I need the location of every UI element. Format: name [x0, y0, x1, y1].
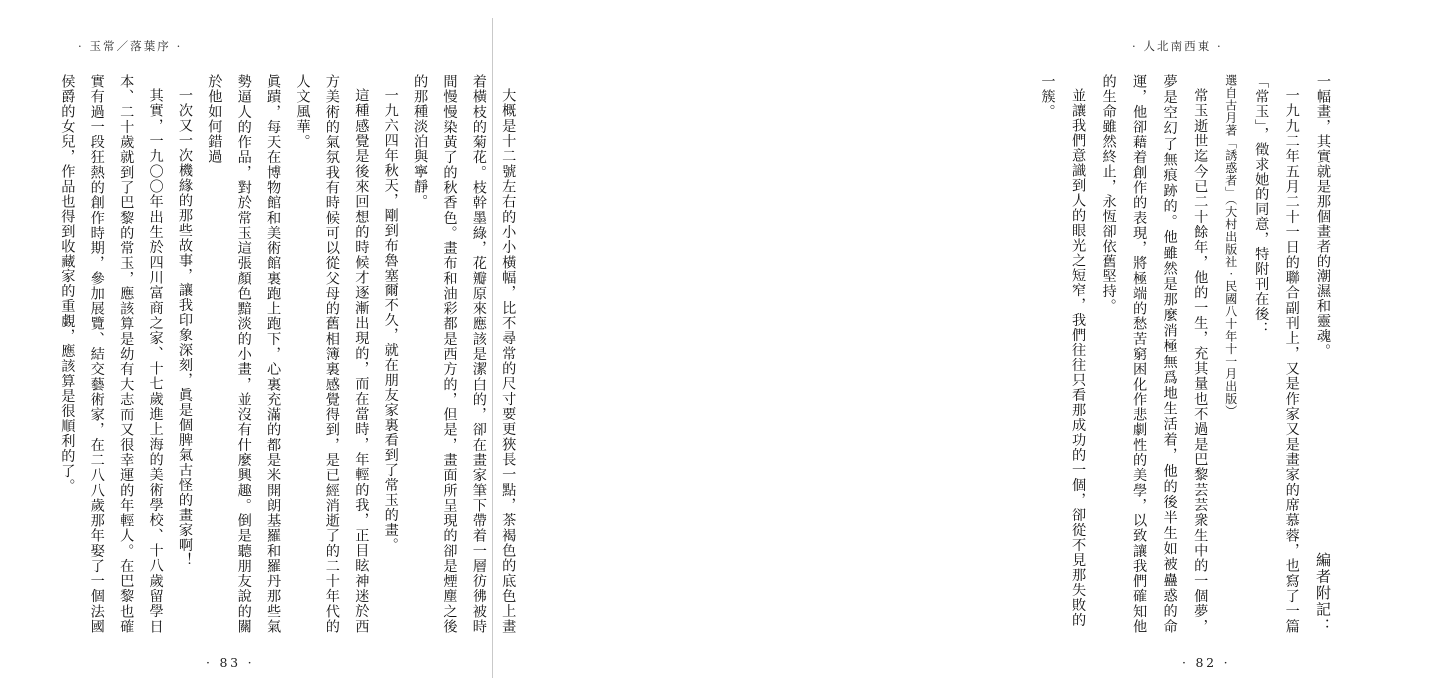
paragraph: 一九六四年秋天，剛到布魯塞爾不久，就在朋友家裏看到了常玉的畫。: [382, 88, 399, 553]
paragraph: 一九九二年五月二十一日的聯合副刊上，又是作家又是畫家的席慕蓉，也寫了一篇「常玉」，徵求她的同意，特附刊在後：: [1253, 74, 1300, 634]
editor-note-heading: 編者附記：: [1314, 551, 1333, 634]
left-page: [0, 0, 517, 696]
right-page-columns: [1032, 74, 1339, 634]
paragraph: 大概是十二號左右的小小橫幅，比不尋常的尺寸要更狹長一點，茶褐色的底色上畫着橫枝的菊花。枝幹墨綠，花瓣原來應該是潔白的，卻在畫家筆下帶着一層彷彿被時間慢慢染黃了的秋香色。畫布和油彩都是西方的，但是，畫面所呈現的卻是煙塵之後的那種淡泊與寧靜。: [412, 74, 517, 634]
paragraph: 眞蹟，每天在博物館和美術館裏跑上跑下，心裏充滿的都是米開朗基羅和羅丹那些氣勢逼人的作品，對於常玉這張顏色黯淡的小畫，並沒有什麼興趣。倒是聽朋友說的關於他如何錯過: [206, 74, 282, 634]
left-page-text-body: [52, 74, 517, 634]
paragraph: 一簇。: [1039, 74, 1056, 119]
paragraph: 並讓我們意識到人的眼光之短窄，我們往往只看那成功的一個，卻從不見那失敗的: [1070, 88, 1087, 628]
paragraph: 其實，一九〇〇年出生於四川富商之家、十七歲進上海的美術學校、十八歲留學日本、二十歲就到了巴黎的常玉，應該算是幼有大志而又很幸運的年輕人。在巴黎也確實有過一段狂熱的創作時期，參加展覽、結交藝術家，在二八八歲那年娶了一個法國侯爵的女兒，作品也得到收藏家的重覷，應該算是很順利的了。: [59, 74, 164, 634]
running-head-left: · 玉常／落葉序 ·: [78, 39, 183, 53]
source-attribution: 選自古月著「誘惑者」（大村出版社‧民國八十年十一月出版）: [1223, 74, 1238, 418]
paragraph: 常玉逝世迄今已二十餘年，他的一生，充其量也不過是巴黎芸芸衆生中的一個夢，夢是空幻了無痕跡的。他雖然是那麼消極無爲地生活着，他的後半生如被蠱惑的命運，他卻藉着創作的表現，將極端的愁苦窮困化作悲劇性的美學，以致讓我們確知他的生命雖然終止，永恆卻依舊堅持。: [1100, 74, 1209, 634]
right-page: [492, 0, 1333, 696]
left-page-columns: [52, 74, 522, 634]
page-number-left: · 83 ·: [206, 655, 255, 670]
paragraph: 一次又一次機緣的那些故事，讓我印象深刻，眞是個脾氣古怪的畫家啊！: [176, 88, 193, 568]
right-page-text-body: [1032, 74, 1432, 634]
paragraph: 這種感覺是後來回想的時候才逐漸出現的，而在當時，年輕的我，正目眩神迷於西方美術的氣氛我有時候可以從父母的舊相簿裏感覺得到，是已經消逝了的二十年代的人文風華。: [294, 74, 370, 634]
paragraph: 一幅畫，其實就是那個畫者的潮濕和靈魂。: [1315, 74, 1332, 359]
running-head-right: · 人北南西東 ·: [1132, 39, 1223, 53]
page-number-right: · 82 ·: [1182, 655, 1231, 670]
